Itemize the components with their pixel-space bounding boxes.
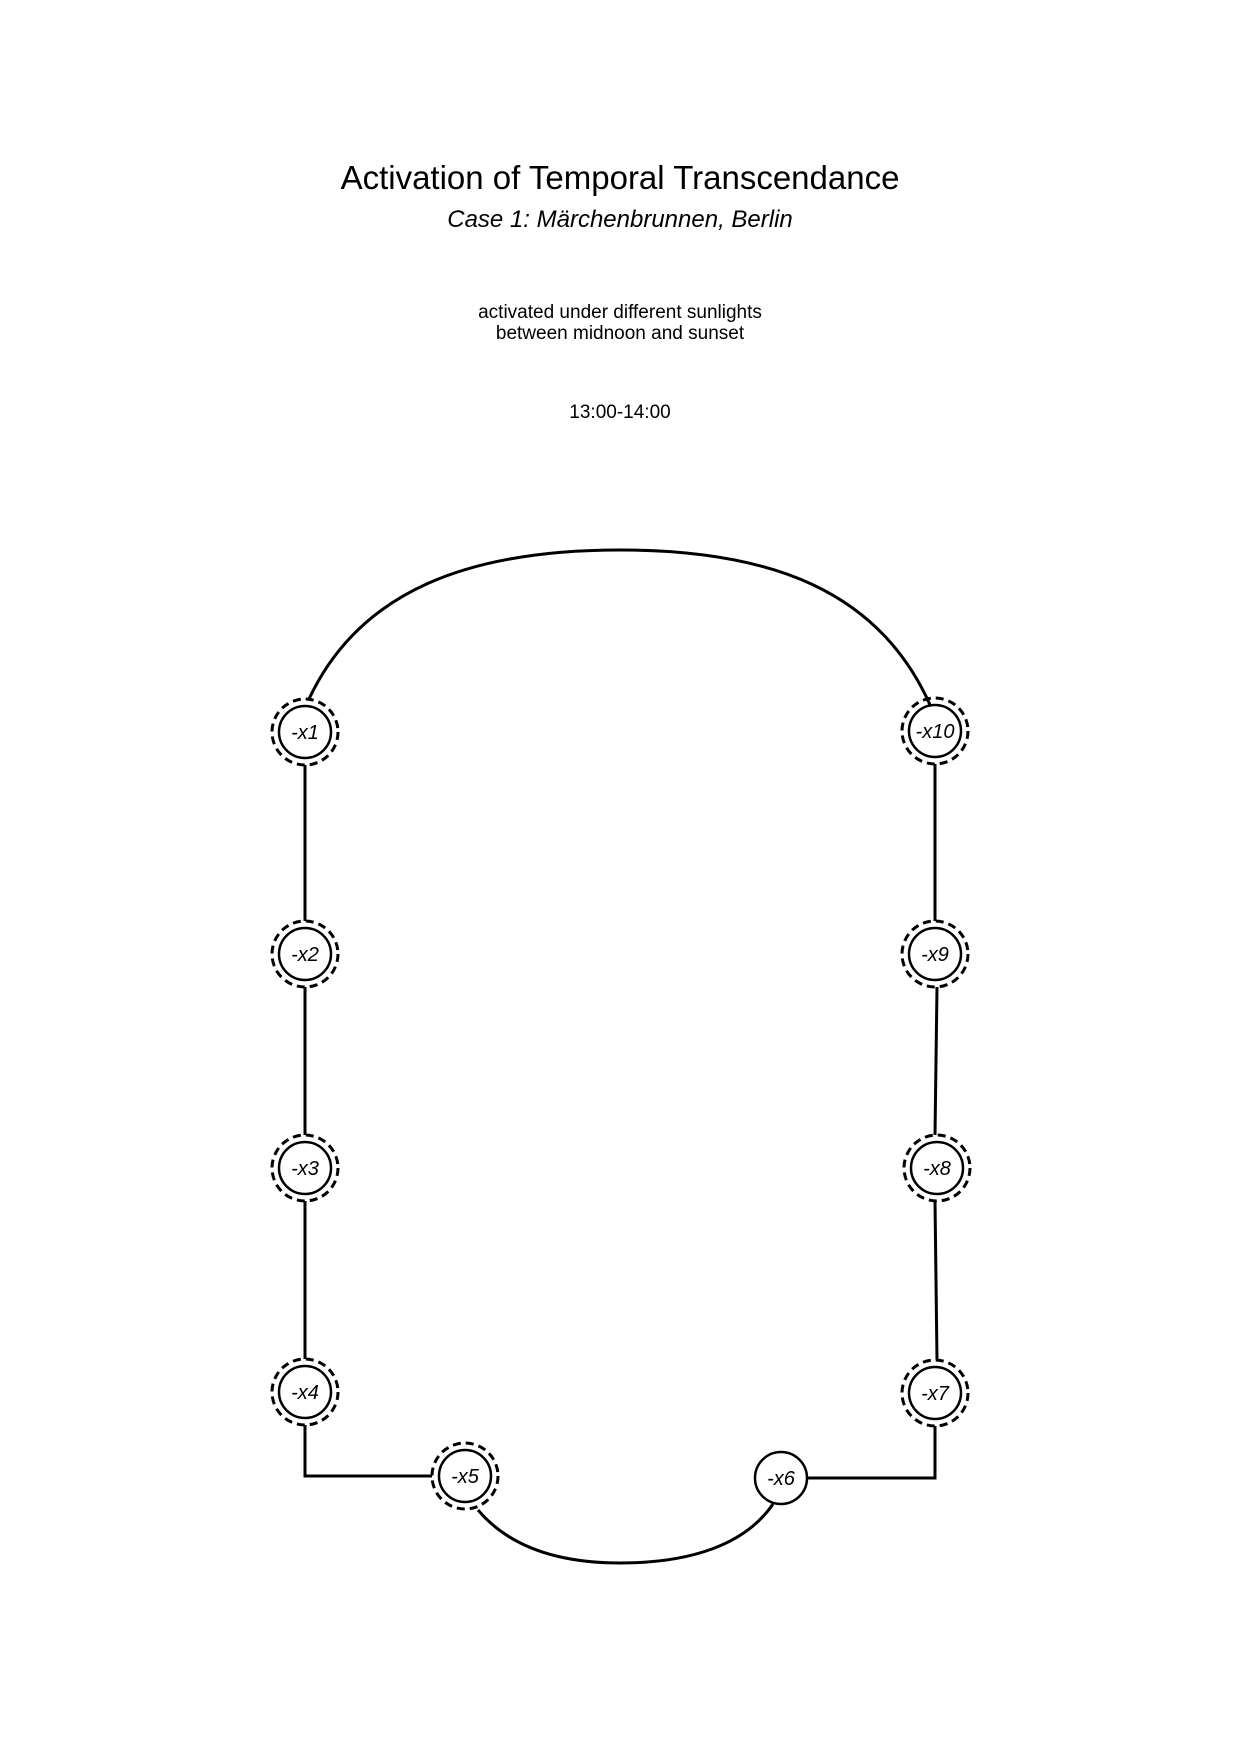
- node-x3: [272, 1135, 338, 1201]
- page-subtitle: Case 1: Märchenbrunnen, Berlin: [447, 206, 793, 233]
- edge-x6-x7: [807, 1426, 935, 1478]
- node-x1-label: -x1: [291, 722, 319, 744]
- node-x9: [902, 921, 968, 987]
- node-x9-label: -x9: [921, 944, 949, 966]
- edge-x4-x5: [305, 1425, 432, 1476]
- diagram-edges: [305, 550, 937, 1563]
- node-x7-label: -x7: [921, 1383, 949, 1405]
- node-x5-label: -x5: [451, 1466, 479, 1488]
- node-x2-label: -x2: [291, 944, 319, 966]
- node-x10: [902, 698, 968, 764]
- node-x2: [272, 921, 338, 987]
- edge-x5-x6: [478, 1504, 773, 1563]
- node-x6-label: -x6: [767, 1468, 795, 1490]
- edge-x8-x9: [935, 987, 937, 1135]
- description-line-1: activated under different sunlights: [478, 302, 762, 323]
- time-range: 13:00-14:00: [569, 402, 671, 423]
- edge-x7-x8: [935, 1201, 937, 1360]
- node-x1: [272, 699, 338, 765]
- description-line-2: between midnoon and sunset: [495, 323, 745, 344]
- node-x7: [902, 1360, 968, 1426]
- page-title: Activation of Temporal Transcendance: [340, 159, 900, 196]
- node-x10-label: -x10: [915, 721, 955, 743]
- node-x6: [755, 1452, 807, 1504]
- diagram-nodes: [272, 698, 970, 1509]
- node-x5: [432, 1443, 498, 1509]
- node-x8: [904, 1135, 970, 1201]
- node-x4: [272, 1359, 338, 1425]
- node-x3-label: -x3: [291, 1158, 319, 1180]
- edge-x1-x10: [309, 550, 931, 707]
- node-x8-label: -x8: [923, 1158, 951, 1180]
- node-x4-label: -x4: [291, 1382, 319, 1404]
